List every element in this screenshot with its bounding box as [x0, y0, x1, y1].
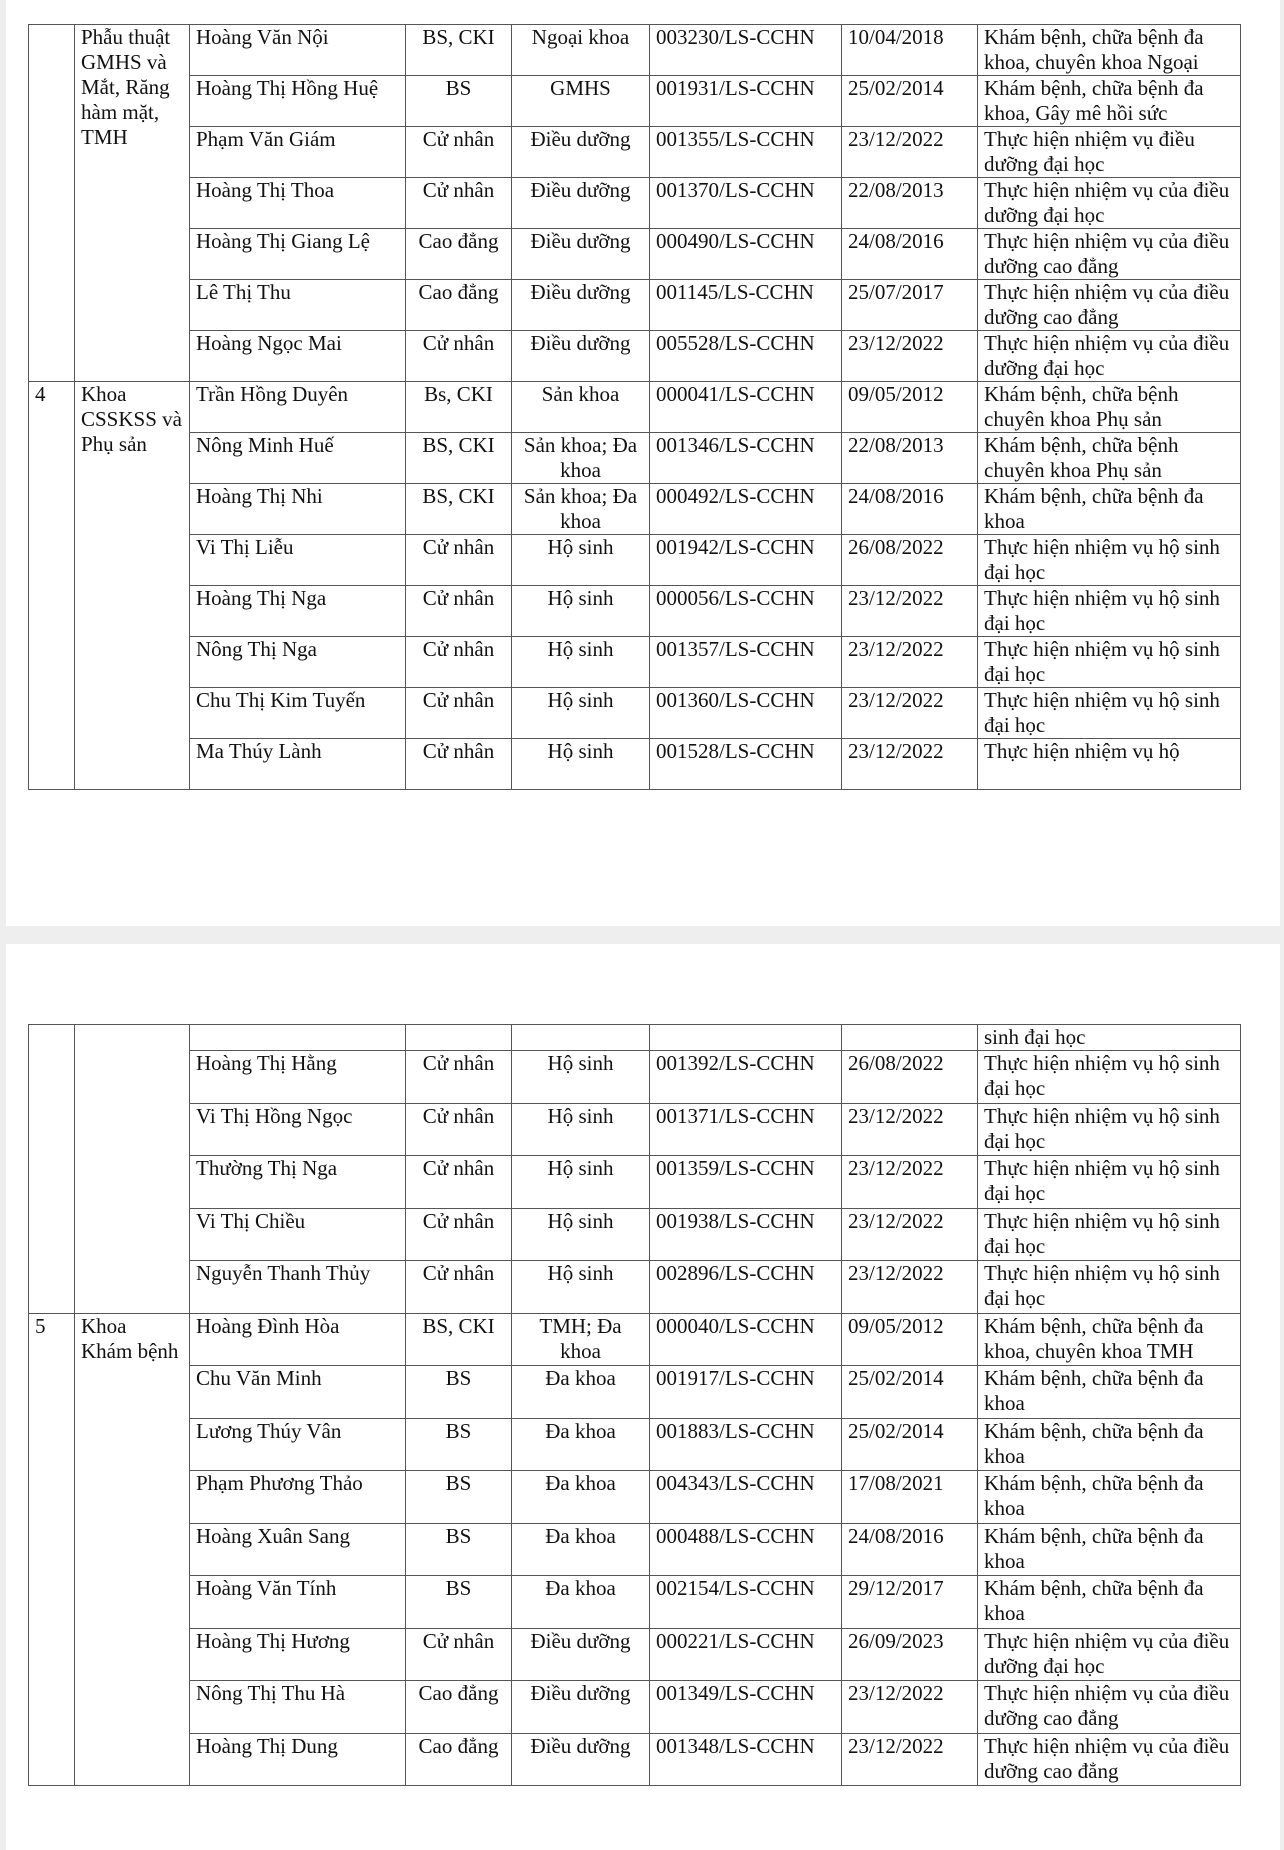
practice-scope: Khám bệnh, chữa bệnh đa khoa	[978, 1418, 1241, 1471]
license-number: 002154/LS-CCHN	[650, 1576, 842, 1629]
document-page-2	[6, 944, 1280, 1850]
issue-date: 23/12/2022	[842, 1261, 978, 1314]
license-number: 000041/LS-CCHN	[650, 382, 842, 433]
table-row	[29, 1208, 1241, 1261]
practice-scope: Thực hiện nhiệm vụ hộ sinh đại học	[978, 637, 1241, 688]
degree: Bs, CKI	[406, 382, 512, 433]
practice-scope: Thực hiện nhiệm vụ hộ sinh đại học	[978, 586, 1241, 637]
issue-date: 24/08/2016	[842, 1523, 978, 1576]
staff-name: Chu Văn Minh	[190, 1366, 406, 1419]
specialty: Điều dưỡng	[512, 127, 650, 178]
issue-date: 23/12/2022	[842, 739, 978, 790]
staff-table	[28, 1024, 1241, 1786]
degree: Cử nhân	[406, 1208, 512, 1261]
practice-scope: Thực hiện nhiệm vụ của điều dưỡng cao đẳng	[978, 280, 1241, 331]
specialty: Sản khoa; Đa khoa	[512, 433, 650, 484]
practice-scope: sinh đại học	[978, 1025, 1241, 1051]
staff-name: Vi Thị Chiều	[190, 1208, 406, 1261]
practice-scope: Thực hiện nhiệm vụ hộ sinh đại học	[978, 1208, 1241, 1261]
license-number: 001360/LS-CCHN	[650, 688, 842, 739]
degree: Cử nhân	[406, 1156, 512, 1209]
practice-scope: Thực hiện nhiệm vụ của điều dưỡng cao đẳng	[978, 1681, 1241, 1734]
license-number: 003230/LS-CCHN	[650, 25, 842, 76]
license-number: 001883/LS-CCHN	[650, 1418, 842, 1471]
table-row	[29, 1025, 1241, 1051]
group-number: 4	[29, 382, 75, 790]
license-number: 004343/LS-CCHN	[650, 1471, 842, 1524]
practice-scope: Thực hiện nhiệm vụ của điều dưỡng đại học	[978, 331, 1241, 382]
table-row	[29, 1471, 1241, 1524]
degree: Cử nhân	[406, 331, 512, 382]
specialty	[512, 1025, 650, 1051]
issue-date: 22/08/2013	[842, 178, 978, 229]
staff-name: Nguyễn Thanh Thủy	[190, 1261, 406, 1314]
issue-date: 24/08/2016	[842, 229, 978, 280]
degree: BS, CKI	[406, 484, 512, 535]
table-row	[29, 1156, 1241, 1209]
practice-scope: Thực hiện nhiệm vụ hộ sinh đại học	[978, 1156, 1241, 1209]
issue-date: 23/12/2022	[842, 1208, 978, 1261]
department-name	[75, 1025, 190, 1314]
degree: Cử nhân	[406, 127, 512, 178]
staff-name: Hoàng Thị Hương	[190, 1628, 406, 1681]
practice-scope: Khám bệnh, chữa bệnh đa khoa	[978, 1471, 1241, 1524]
degree: Cử nhân	[406, 1103, 512, 1156]
license-number: 001359/LS-CCHN	[650, 1156, 842, 1209]
staff-name: Hoàng Thị Hồng Huệ	[190, 76, 406, 127]
staff-name: Trần Hồng Duyên	[190, 382, 406, 433]
specialty: Hộ sinh	[512, 535, 650, 586]
issue-date: 09/05/2012	[842, 1313, 978, 1366]
table-row	[29, 1366, 1241, 1419]
degree	[406, 1025, 512, 1051]
table-row	[29, 1576, 1241, 1629]
staff-name: Lương Thúy Vân	[190, 1418, 406, 1471]
specialty: Hộ sinh	[512, 1051, 650, 1104]
practice-scope: Thực hiện nhiệm vụ của điều dưỡng cao đẳng	[978, 229, 1241, 280]
degree: BS	[406, 1471, 512, 1524]
license-number: 000221/LS-CCHN	[650, 1628, 842, 1681]
issue-date: 24/08/2016	[842, 484, 978, 535]
license-number: 001371/LS-CCHN	[650, 1103, 842, 1156]
group-number	[29, 25, 75, 382]
degree: Cử nhân	[406, 739, 512, 790]
specialty: Hộ sinh	[512, 1103, 650, 1156]
specialty: Hộ sinh	[512, 586, 650, 637]
degree: Cử nhân	[406, 586, 512, 637]
department-name: Khoa Khám bệnh	[75, 1313, 190, 1786]
license-number: 001931/LS-CCHN	[650, 76, 842, 127]
practice-scope: Khám bệnh, chữa bệnh đa khoa	[978, 484, 1241, 535]
specialty: Điều dưỡng	[512, 1681, 650, 1734]
degree: Cao đẳng	[406, 1733, 512, 1786]
license-number: 001942/LS-CCHN	[650, 535, 842, 586]
issue-date: 26/08/2022	[842, 535, 978, 586]
staff-name: Phạm Văn Giám	[190, 127, 406, 178]
specialty: Ngoại khoa	[512, 25, 650, 76]
degree: BS, CKI	[406, 1313, 512, 1366]
degree: BS, CKI	[406, 433, 512, 484]
license-number: 001348/LS-CCHN	[650, 1733, 842, 1786]
issue-date: 23/12/2022	[842, 637, 978, 688]
degree: Cao đẳng	[406, 1681, 512, 1734]
issue-date: 25/02/2014	[842, 76, 978, 127]
degree: Cử nhân	[406, 1051, 512, 1104]
specialty: Sản khoa; Đa khoa	[512, 484, 650, 535]
license-number: 001392/LS-CCHN	[650, 1051, 842, 1104]
table-row	[29, 229, 1241, 280]
specialty: Hộ sinh	[512, 688, 650, 739]
degree: BS	[406, 76, 512, 127]
practice-scope: Thực hiện nhiệm vụ hộ sinh đại học	[978, 1051, 1241, 1104]
table-row	[29, 76, 1241, 127]
table-row	[29, 1628, 1241, 1681]
issue-date: 26/09/2023	[842, 1628, 978, 1681]
table-row	[29, 382, 1241, 433]
issue-date: 26/08/2022	[842, 1051, 978, 1104]
table-row	[29, 127, 1241, 178]
group-number	[29, 1025, 75, 1314]
table-row	[29, 1261, 1241, 1314]
issue-date: 23/12/2022	[842, 586, 978, 637]
table-row	[29, 1418, 1241, 1471]
specialty: Hộ sinh	[512, 739, 650, 790]
practice-scope: Khám bệnh, chữa bệnh đa khoa	[978, 1366, 1241, 1419]
issue-date: 29/12/2017	[842, 1576, 978, 1629]
license-number: 001355/LS-CCHN	[650, 127, 842, 178]
table-row	[29, 1681, 1241, 1734]
issue-date: 25/07/2017	[842, 280, 978, 331]
degree: BS	[406, 1576, 512, 1629]
specialty: TMH; Đa khoa	[512, 1313, 650, 1366]
license-number: 000040/LS-CCHN	[650, 1313, 842, 1366]
staff-name: Nông Thị Thu Hà	[190, 1681, 406, 1734]
practice-scope: Khám bệnh, chữa bệnh đa khoa	[978, 1576, 1241, 1629]
specialty: Sản khoa	[512, 382, 650, 433]
degree: Cử nhân	[406, 535, 512, 586]
license-number: 000490/LS-CCHN	[650, 229, 842, 280]
table-row	[29, 433, 1241, 484]
specialty: Hộ sinh	[512, 1261, 650, 1314]
practice-scope: Thực hiện nhiệm vụ điều dưỡng đại học	[978, 127, 1241, 178]
issue-date: 09/05/2012	[842, 382, 978, 433]
license-number: 002896/LS-CCHN	[650, 1261, 842, 1314]
issue-date: 23/12/2022	[842, 1733, 978, 1786]
document-page-1	[6, 0, 1280, 926]
practice-scope: Thực hiện nhiệm vụ của điều dưỡng đại học	[978, 178, 1241, 229]
table-row	[29, 1313, 1241, 1366]
issue-date: 23/12/2022	[842, 1103, 978, 1156]
degree: Cử nhân	[406, 1628, 512, 1681]
table-row	[29, 535, 1241, 586]
staff-name: Hoàng Thị Hằng	[190, 1051, 406, 1104]
degree: BS	[406, 1523, 512, 1576]
practice-scope: Thực hiện nhiệm vụ hộ sinh đại học	[978, 535, 1241, 586]
specialty: Điều dưỡng	[512, 1628, 650, 1681]
practice-scope: Thực hiện nhiệm vụ hộ sinh đại học	[978, 688, 1241, 739]
practice-scope: Khám bệnh, chữa bệnh đa khoa, chuyên khoa TMH	[978, 1313, 1241, 1366]
table-row	[29, 331, 1241, 382]
staff-name: Hoàng Thị Dung	[190, 1733, 406, 1786]
practice-scope: Thực hiện nhiệm vụ hộ	[978, 739, 1241, 790]
degree: BS	[406, 1366, 512, 1419]
table-row	[29, 1051, 1241, 1104]
license-number: 001528/LS-CCHN	[650, 739, 842, 790]
practice-scope: Thực hiện nhiệm vụ của điều dưỡng đại học	[978, 1628, 1241, 1681]
staff-name: Hoàng Xuân Sang	[190, 1523, 406, 1576]
degree: BS	[406, 1418, 512, 1471]
practice-scope: Thực hiện nhiệm vụ của điều dưỡng cao đẳng	[978, 1733, 1241, 1786]
license-number: 000056/LS-CCHN	[650, 586, 842, 637]
specialty: Đa khoa	[512, 1366, 650, 1419]
practice-scope: Thực hiện nhiệm vụ hộ sinh đại học	[978, 1103, 1241, 1156]
specialty: Hộ sinh	[512, 1208, 650, 1261]
license-number: 000492/LS-CCHN	[650, 484, 842, 535]
staff-name: Lê Thị Thu	[190, 280, 406, 331]
issue-date: 25/02/2014	[842, 1418, 978, 1471]
degree: Cử nhân	[406, 178, 512, 229]
practice-scope: Khám bệnh, chữa bệnh chuyên khoa Phụ sản	[978, 382, 1241, 433]
specialty: Điều dưỡng	[512, 280, 650, 331]
staff-name	[190, 1025, 406, 1051]
staff-name: Hoàng Thị Nga	[190, 586, 406, 637]
table-row	[29, 178, 1241, 229]
degree: Cử nhân	[406, 637, 512, 688]
staff-name: Vi Thị Hồng Ngọc	[190, 1103, 406, 1156]
table-row	[29, 739, 1241, 790]
staff-name: Phạm Phương Thảo	[190, 1471, 406, 1524]
specialty: Đa khoa	[512, 1523, 650, 1576]
degree: BS, CKI	[406, 25, 512, 76]
group-number: 5	[29, 1313, 75, 1786]
table-row	[29, 586, 1241, 637]
license-number: 000488/LS-CCHN	[650, 1523, 842, 1576]
license-number: 001349/LS-CCHN	[650, 1681, 842, 1734]
license-number: 005528/LS-CCHN	[650, 331, 842, 382]
table-row	[29, 1733, 1241, 1786]
department-name: Phẫu thuật GMHS và Mắt, Răng hàm mặt, TMH	[75, 25, 190, 382]
specialty: Điều dưỡng	[512, 1733, 650, 1786]
issue-date: 10/04/2018	[842, 25, 978, 76]
table-row	[29, 280, 1241, 331]
staff-name: Hoàng Thị Giang Lệ	[190, 229, 406, 280]
license-number: 001370/LS-CCHN	[650, 178, 842, 229]
staff-name: Chu Thị Kim Tuyến	[190, 688, 406, 739]
specialty: Hộ sinh	[512, 1156, 650, 1209]
issue-date	[842, 1025, 978, 1051]
practice-scope: Thực hiện nhiệm vụ hộ sinh đại học	[978, 1261, 1241, 1314]
practice-scope: Khám bệnh, chữa bệnh đa khoa, chuyên khoa Ngoại	[978, 25, 1241, 76]
issue-date: 23/12/2022	[842, 127, 978, 178]
license-number: 001145/LS-CCHN	[650, 280, 842, 331]
specialty: Điều dưỡng	[512, 331, 650, 382]
issue-date: 25/02/2014	[842, 1366, 978, 1419]
practice-scope: Khám bệnh, chữa bệnh đa khoa	[978, 1523, 1241, 1576]
license-number: 001346/LS-CCHN	[650, 433, 842, 484]
staff-name: Nông Minh Huế	[190, 433, 406, 484]
specialty: Đa khoa	[512, 1418, 650, 1471]
issue-date: 23/12/2022	[842, 1156, 978, 1209]
staff-name: Nông Thị Nga	[190, 637, 406, 688]
table-row	[29, 484, 1241, 535]
staff-name: Hoàng Ngọc Mai	[190, 331, 406, 382]
staff-name: Hoàng Thị Thoa	[190, 178, 406, 229]
table-row	[29, 688, 1241, 739]
issue-date: 22/08/2013	[842, 433, 978, 484]
staff-name: Ma Thúy Lành	[190, 739, 406, 790]
practice-scope: Khám bệnh, chữa bệnh đa khoa, Gây mê hồi sức	[978, 76, 1241, 127]
department-name: Khoa CSSKSS và Phụ sản	[75, 382, 190, 790]
table-row	[29, 1103, 1241, 1156]
license-number: 001917/LS-CCHN	[650, 1366, 842, 1419]
issue-date: 23/12/2022	[842, 331, 978, 382]
staff-name: Hoàng Thị Nhi	[190, 484, 406, 535]
specialty: GMHS	[512, 76, 650, 127]
specialty: Đa khoa	[512, 1576, 650, 1629]
staff-name: Hoàng Đình Hòa	[190, 1313, 406, 1366]
issue-date: 17/08/2021	[842, 1471, 978, 1524]
table-row	[29, 25, 1241, 76]
issue-date: 23/12/2022	[842, 688, 978, 739]
staff-table	[28, 24, 1241, 790]
degree: Cao đẳng	[406, 280, 512, 331]
license-number: 001938/LS-CCHN	[650, 1208, 842, 1261]
degree: Cử nhân	[406, 688, 512, 739]
table-row	[29, 637, 1241, 688]
license-number	[650, 1025, 842, 1051]
specialty: Hộ sinh	[512, 637, 650, 688]
practice-scope: Khám bệnh, chữa bệnh chuyên khoa Phụ sản	[978, 433, 1241, 484]
table-row	[29, 1523, 1241, 1576]
staff-name: Hoàng Văn Nội	[190, 25, 406, 76]
issue-date: 23/12/2022	[842, 1681, 978, 1734]
degree: Cử nhân	[406, 1261, 512, 1314]
specialty: Điều dưỡng	[512, 229, 650, 280]
staff-name: Thường Thị Nga	[190, 1156, 406, 1209]
staff-name: Hoàng Văn Tính	[190, 1576, 406, 1629]
license-number: 001357/LS-CCHN	[650, 637, 842, 688]
staff-name: Vi Thị Liễu	[190, 535, 406, 586]
specialty: Điều dưỡng	[512, 178, 650, 229]
degree: Cao đẳng	[406, 229, 512, 280]
specialty: Đa khoa	[512, 1471, 650, 1524]
